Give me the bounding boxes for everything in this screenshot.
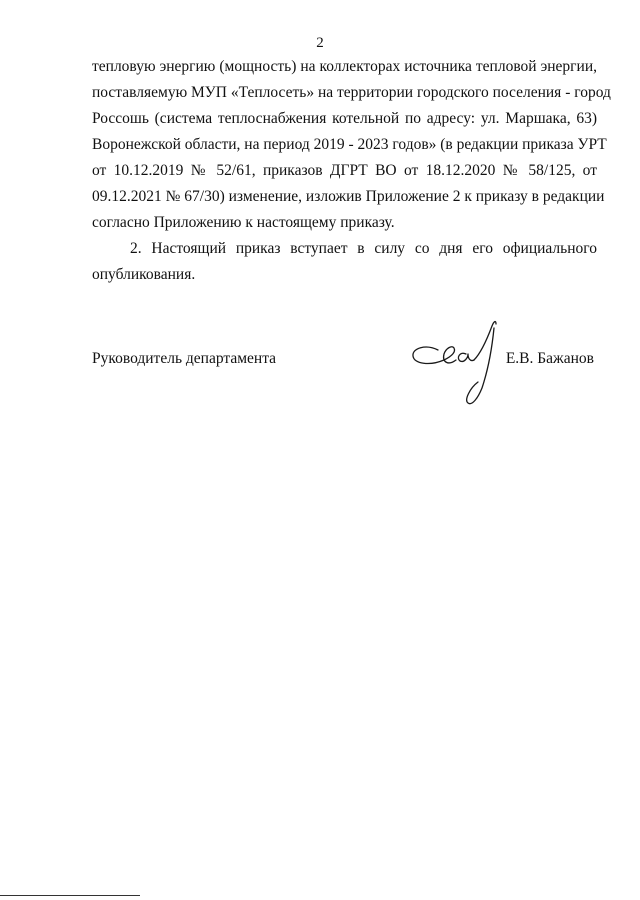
paragraph-1-line: 09.12.2021 № 67/30) изменение, изложив Приложение 2 к приказу в редакции <box>92 188 605 205</box>
paragraph-1-line: поставляемую МУП «Теплосеть» на территории городского поселения - город <box>92 84 611 101</box>
paragraph-1-line: Россошь (система теплоснабжения котельной по адресу: ул. Маршака, 63) <box>92 110 597 127</box>
paragraph-1-line: от 10.12.2019 № 52/61, приказов ДГРТ ВО от 18.12.2020 № 58/125, от <box>92 162 597 179</box>
paragraph-2-line: 2. Настоящий приказ вступает в силу со дня его официального <box>130 240 597 257</box>
page-number: 2 <box>316 35 324 51</box>
signer-name: Е.В. Бажанов <box>505 350 594 367</box>
paragraph-2-line: опубликования. <box>92 266 196 283</box>
signer-position: Руководитель департамента <box>92 350 277 367</box>
paragraph-1-line: Воронежской области, на период 2019 - 2023 годов» (в редакции приказа УРТ <box>92 136 607 153</box>
paragraph-1-line: тепловую энергию (мощность) на коллекторах источника тепловой энергии, <box>92 58 597 75</box>
paragraph-1-line: согласно Приложению к настоящему приказу. <box>92 214 395 231</box>
handwritten-signature-icon <box>408 318 508 413</box>
bottom-rule <box>0 895 140 896</box>
paragraph-1 <box>92 54 611 236</box>
signature-block <box>92 346 597 372</box>
paragraph-2 <box>92 236 597 288</box>
document-body <box>92 54 611 288</box>
